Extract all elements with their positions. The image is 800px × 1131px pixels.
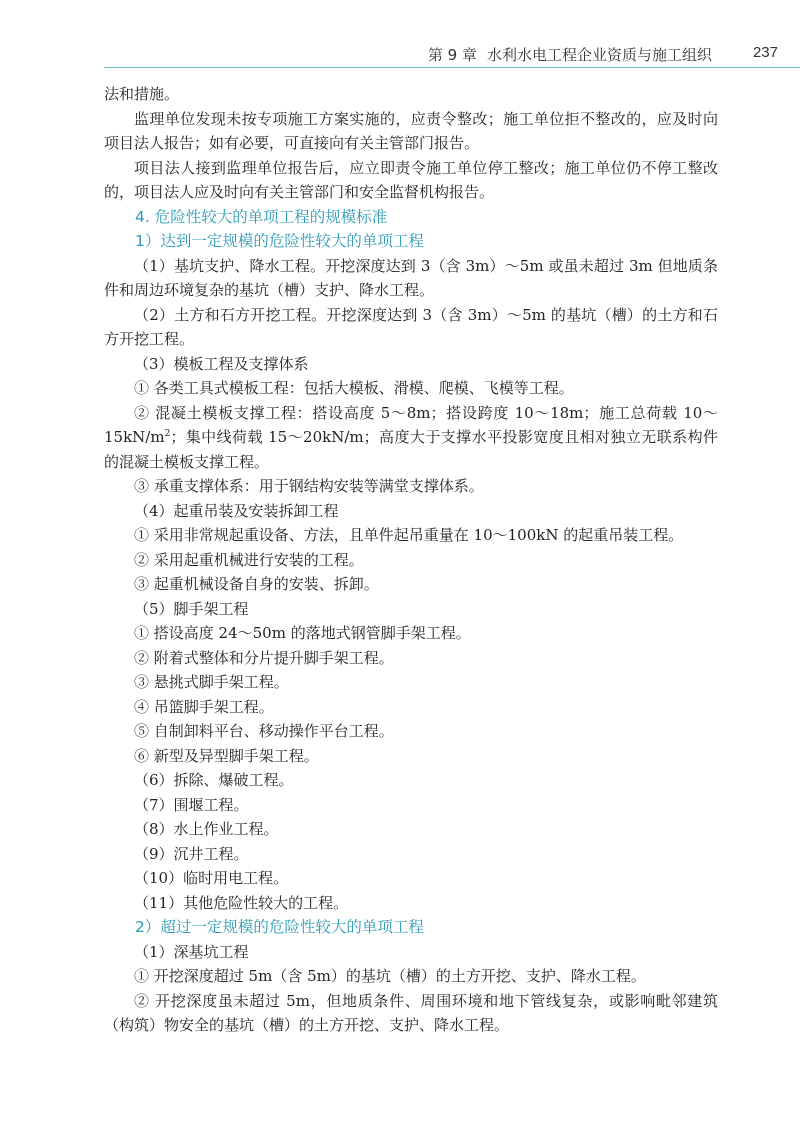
list-item: ③ 悬挑式脚手架工程。: [134, 673, 289, 691]
list-item: （3）模板工程及支撑体系: [134, 354, 309, 373]
chapter-title: 水利水电工程企业资质与施工组织: [486, 46, 712, 64]
list-item: ① 采用非常规起重设备、方法，且单件起吊重量在 10～100kN 的起重吊装工程。: [134, 526, 684, 544]
list-item: ① 各类工具式模板工程：包括大模板、滑模、爬模、飞模等工程。: [134, 379, 574, 397]
list-item: （11）其他危险性较大的工程。: [134, 893, 349, 912]
section-heading: 4. 危险性较大的单项工程的规模标准: [135, 207, 388, 226]
page-number: 237: [752, 44, 778, 61]
header-title: [428, 44, 712, 65]
text-run: ② 混凝土模板支撑工程：搭设高度 5～8m；搭设跨度 10～18m；施工总荷载 10～15kN/m: [104, 403, 718, 446]
subsection-heading: 2）超过一定规模的危险性较大的单项工程: [135, 918, 424, 936]
subsection-heading: 1）达到一定规模的危险性较大的单项工程: [135, 232, 424, 250]
list-item: ③ 起重机械设备自身的安装、拆卸。: [134, 575, 379, 593]
list-item: ② 采用起重机械进行安装的工程。: [134, 550, 364, 569]
list-item: ⑤ 自制卸料平台、移动操作平台工程。: [134, 722, 394, 740]
superscript: 2: [164, 429, 171, 439]
header-rule: [104, 67, 800, 68]
page-body: [104, 82, 718, 1038]
list-item: ② 附着式整体和分片提升脚手架工程。: [134, 648, 394, 667]
list-item: ⑥ 新型及异型脚手架工程。: [134, 746, 319, 765]
list-item: （7）围堰工程。: [134, 795, 249, 814]
list-item: （5）脚手架工程: [134, 599, 249, 618]
list-item: ③ 承重支撑体系：用于钢结构安装等满堂支撑体系。: [134, 477, 484, 495]
paragraph: 监理单位发现未按专项施工方案实施的，应责令整改；施工单位拒不整改的，应及时向项目法人报告；如有必要，可直接向有关主管部门报告。: [104, 109, 718, 152]
list-item: ① 开挖深度超过 5m（含 5m）的基坑（槽）的土方开挖、支护、降水工程。: [134, 967, 646, 985]
paragraph: 法和措施。: [104, 85, 180, 103]
list-item: （8）水上作业工程。: [134, 820, 279, 838]
list-item: ② 开挖深度虽未超过 5m，但地质条件、周围环境和地下管线复杂，或影响毗邻建筑（构筑）物安全的基坑（槽）的土方开挖、支护、降水工程。: [104, 991, 718, 1034]
list-item: ① 搭设高度 24～50m 的落地式钢管脚手架工程。: [134, 624, 471, 642]
list-item: （10）临时用电工程。: [134, 869, 289, 887]
text-run: ；集中线荷载 15～20kN/m；高度大于支撑水平投影宽度且相对独立无联系构件的混凝土模板支撑工程。: [104, 428, 718, 471]
list-item: （6）拆除、爆破工程。: [134, 771, 294, 789]
running-header: [0, 38, 800, 78]
list-item: （1）基坑支护、降水工程。开挖深度达到 3（含 3m）～5m 或虽未超过 3m 但地质条件和周边环境复杂的基坑（槽）支护、降水工程。: [104, 256, 718, 299]
paragraph: 项目法人接到监理单位报告后，应立即责令施工单位停工整改；施工单位仍不停工整改的，项目法人应及时向有关主管部门和安全监督机构报告。: [104, 158, 718, 201]
list-item: （9）沉井工程。: [134, 844, 249, 863]
list-item: （1）深基坑工程: [134, 942, 249, 961]
list-item: [104, 401, 718, 475]
list-item: （4）起重吊装及安装拆卸工程: [134, 501, 339, 520]
chapter-label: 第 9 章: [427, 46, 477, 64]
list-item: ④ 吊篮脚手架工程。: [134, 697, 274, 716]
list-item: （2）土方和石方开挖工程。开挖深度达到 3（含 3m）～5m 的基坑（槽）的土方和石方开挖工程。: [104, 305, 718, 348]
